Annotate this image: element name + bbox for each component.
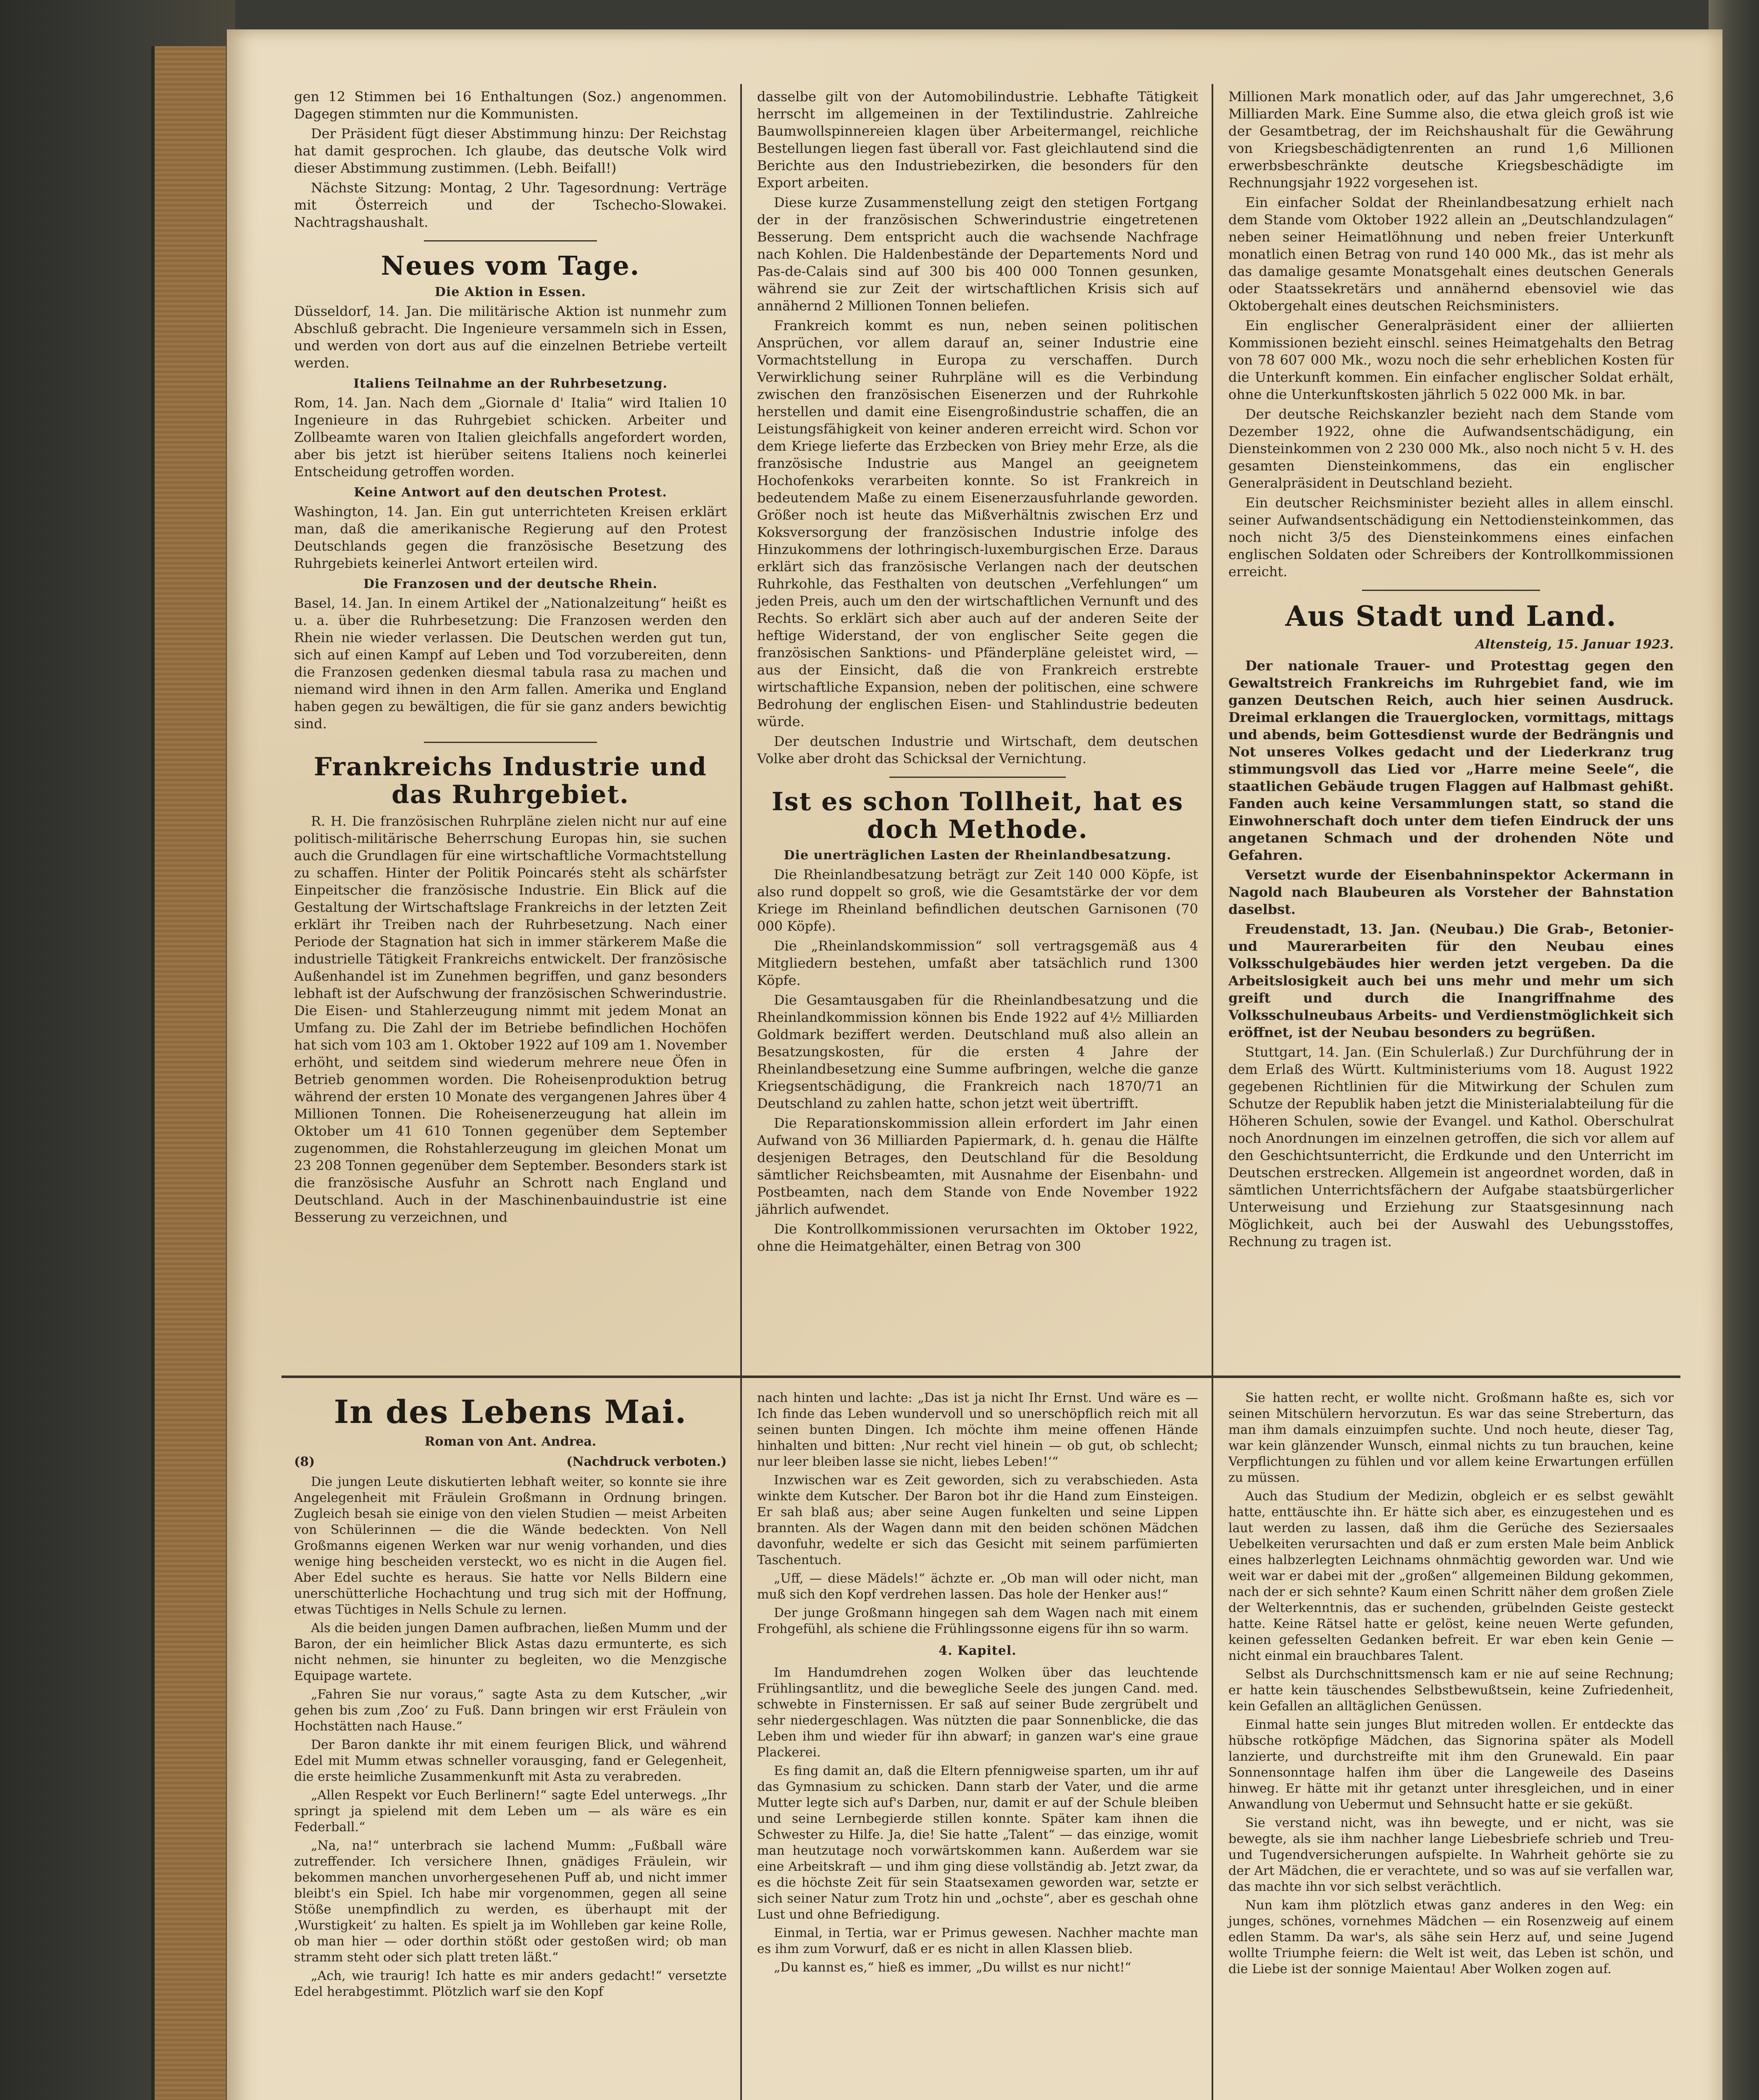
serial-paragraph: Im Handumdrehen zogen Wolken über das leuchtende Frühlingsantlitz, und die bewegliche Seele des jungen Cand. med. schwebte in Finsternissen. Er saß auf seiner Bude zergrübelt und sehr niedergeschlagen. Was nützten die paar Sonnenblicke, die das Leben ihm und wieder für ihn abwarf; in ganzen war's eine graue Plackerei. (757, 1665, 1198, 1760)
serial-paragraph: „Allen Respekt vor Euch Berlinern!“ sagte Edel unterwegs. „Ihr springt ja spielend mit dem Leben um — als wäre es ein Federball.“ (294, 1788, 727, 1835)
column-divider (1212, 1390, 1213, 2100)
article-paragraph: Millionen Mark monatlich oder, auf das Jahr umgerechnet, 3,6 Milliarden Mark. Eine Summe also, die etwa gleich groß ist wie der Gesamtbetrag, der im Reichshaushalt für die Gewährung von Kriegsbeschädigtenrenten an rund 1,6 Millionen erwerbsbeschränkte deutsche Kriegsbeschädigte im Rechnungsjahr 1922 vorgesehen ist. (1228, 89, 1674, 191)
serial-paragraph: Selbst als Durchschnittsmensch kam er nie auf seine Rechnung; er hatte kein täuschendes Selbstbewußtsein, keine Zufriedenheit, kein Gefallen an alltäglichen Genüssen. (1228, 1667, 1674, 1714)
newspaper-page (227, 29, 1722, 2100)
article-subtitle: Die unerträglichen Lasten der Rheinlandbesatzung. (784, 848, 1172, 863)
serial-paragraph: Auch das Studium der Medizin, obgleich er es selbst gewählt hatte, enttäuschte ihn. Er hätte sich aber, es einzugestehen und es laut werden zu lassen, daß ihm die Gerüche des Seziersaales Uebelkeiten verursachten und daß er zum ersten Male beim Anblick eines halbzerlegten Leichnams ohnmächtig geworden war. Und wie weit war er dabei mit der „großen“ allgemeinen Bildung gekommen, nach der er sich sehnte? Kaum einen Schritt näher dem großen Ziele der Welterkenntnis, das er suchenden, grübelnden Geiste gesteckt hatte. Keine Rätsel hatte er gelöst, keine neuen Werte gefunden, keinen gefesselten Gedanken befreit. Er war eben kein Genie — nicht einmal ein brauchbares Talent. (1228, 1489, 1674, 1663)
divider (1362, 590, 1540, 591)
serial-paragraph: „Uff, — diese Mädels!“ ächzte er. „Ob man will oder nicht, man muß sich den Kopf verdrehen lassen. Das hole der Henker aus!“ (757, 1571, 1198, 1602)
news-heading: Italiens Teilnahme an der Ruhrbesetzung. (353, 376, 668, 391)
serial-paragraph: Sie hatten recht, er wollte nicht. Großmann haßte es, sich vor seinen Mitschülern hervorzutun. Es war das seine Streberturn, das man ihm damals einzuimpfen suchte. Und noch heute, dieser Tag, war kein glänzender Wunsch, einmal nichts zu tun brauchen, keine Verpflichtungen zu fühlen und vor allem keine Erwartungen erfüllen zu müssen. (1228, 1391, 1674, 1485)
article-paragraph: Frankreich kommt es nun, neben seinen politischen Ansprüchen, vor allem darauf an, seiner Industrie eine Vormachtstellung in Europa zu verschaffen. Durch Verwirklichung seiner Ruhrpläne will es die Verbindung zwischen den französischen Eisenerzen und der Ruhrkohle herstellen und damit eine Eisengroßindustrie schaffen, die an Leistungsfähigkeit von keiner anderen erreicht wird. Schon vor dem Kriege lieferte das Erzbecken von Briey mehr Erze, als die französische Industrie aus Mangel an geeignetem Hochofenkoks verarbeiten konnte. So ist Frankreich in bedeutendem Maße zu einem Eisenerzausfuhrlande geworden. Größer noch ist heute das Mißverhältnis zwischen Erz und Koksversorgung der französischen Industrie infolge des Hinzukommens der lothringisch-luxemburgischen Erze. Daraus erklärt sich das französische Verlangen nach der deutschen Ruhrkohle, das Festhalten von deutschen „Verfehlungen“ um jeden Preis, auch um den der wirtschaftlichen Vernunft und des Rechts. So erklärt sich aber auch auf der anderen Seite der heftige Widerstand, der von englischer Seite gegen die französischen Sanktions- und Pfänderpläne geleistet wird, — aus der Einsicht, daß die von Frankreich erstrebte wirtschaftliche Expansion, neben der politischen, eine schwere Bedrohung der englischen Eisen- und Stahlindustrie bedeuten würde. (757, 318, 1198, 730)
article-paragraph: Ein englischer Generalpräsident einer der alliierten Kommissionen bezieht einschl. seines Heimatgehalts den Betrag von 78 607 000 Mk., wozu noch die sehr erheblichen Kosten für die Unterkunft kommen. Ein einfacher englischer Soldat erhält, ohne die Unterkunftskosten jährlich 5 022 000 Mk. in bar. (1228, 318, 1674, 402)
serial-reprint-note: (Nachdruck verboten.) (566, 1454, 727, 1469)
binding-cloth-strip (151, 46, 226, 2100)
serial-paragraph: „Na, na!“ unterbrach sie lachend Mumm: „Fußball wäre zutreffender. Ich versichere Ihnen, gnädiges Fräulein, wir bekommen manchen unvorhergesehenen Puff ab, und nicht immer bleibt's ein Spiel. Ich habe mir vorgenommen, gegen all seine Stöße unempfindlich zu werden, es überhaupt mit der ‚Wurstigkeit‘ zu halten. Es spielt ja im Wohlleben gar keine Rolle, ob man hier — oder dorthin stößt oder gestoßen wird; ob man stramm steht oder sich platt treten läßt.“ (294, 1838, 727, 1965)
local-paragraph: Freudenstadt, 13. Jan. (Neubau.) Die Grab-, Betonier- und Maurerarbeiten für den Neubau eines Volksschulgebäudes hier werden jetzt vergeben. Da die Arbeitslosigkeit auch bei uns mehr und mehr um sich greift und durch die Inangriffnahme des Volksschulneubaus Arbeits- und Verdienstmöglichkeit sich eröffnet, ist der Neubau besonders zu begrüßen. (1228, 921, 1674, 1040)
article-paragraph: Die Rheinlandbesatzung beträgt zur Zeit 140 000 Köpfe, ist also rund doppelt so groß, wie die Gesamtstärke der vor dem Kriege im Rheinland befindlichen deutschen Garnisonen (70 000 Köpfe). (757, 866, 1198, 934)
article-paragraph: Die „Rheinlandskommission“ soll vertragsgemäß aus 4 Mitgliedern bestehen, umfaßt aber tatsächlich rund 1300 Köpfe. (757, 938, 1198, 988)
section-title-local: Aus Stadt und Land. (1285, 600, 1617, 633)
article-paragraph: Der deutschen Industrie und Wirtschaft, dem deutschen Volke aber droht das Schicksal der Vernichtung. (757, 733, 1198, 766)
article-paragraph: Diese kurze Zusammenstellung zeigt den stetigen Fortgang der in der französischen Schwerindustrie eingetretenen Besserung. Dem entspricht auch die wachsende Nachfrage nach Kohlen. Die Haldenbestände der Departements Nord und Pas-de-Calais sind auf 300 bis 400 000 Tonnen gesunken, während sie zur Zeit der wirtschaftlichen Krisis sich auf annähernd 2 Millionen Tonnen beliefen. (757, 194, 1198, 314)
article-title-industry: Frankreichs Industrie und das Ruhrgebiet. (313, 752, 707, 810)
local-paragraph: Stuttgart, 14. Jan. (Ein Schulerlaß.) Zur Durchführung der in dem Erlaß des Württ. Kultministeriums vom 18. August 1922 gegebenen Richtlinien für die Mitwirkung der Schulen zum Schutze der Republik haben jetzt die Ministerialabteilung für die Höheren Schulen, sowie der Evangel. und Kathol. Oberschulrat noch Anordnungen im einzelnen getroffen, die sich vor allem auf den Geschichtsunterricht, die Erdkunde und den Unterricht im Deutschen erstrecken. Allgemein ist angeordnet worden, daß in sämtlichen Unterrichtsfächern der Aufgabe staatsbürgerlicher Unterweisung und Erziehung zur Staatsgesinnung nach Möglichkeit, auch bei der Auswahl des Uebungsstoffes, Rechnung zu tragen ist. (1228, 1044, 1674, 1250)
news-text: Basel, 14. Jan. In einem Artikel der „Nationalzeitung“ heißt es u. a. über die Ruhrbesetzung: Die Franzosen werden den Rhein nie wieder verlassen. Die Deutschen werden gut tun, sich auf einen Kampf auf Leben und Tod vorzubereiten, denn die Franzosen gedenken diesmal tabula rasa zu machen und niemand wird ihnen in den Arm fallen. Amerika und England haben gegen zu bewältigen, die für sie ganz anders bewichtig sind. (294, 595, 727, 732)
news-heading: Die Franzosen und der deutsche Rhein. (363, 577, 658, 592)
divider (424, 742, 597, 743)
column-divider (740, 84, 742, 1407)
column-2 (757, 88, 1198, 1257)
serial-paragraph: „Du kannst es,“ hieß es immer, „Du willst es nur nicht!“ (774, 1960, 1131, 1975)
serial-paragraph: Sie verstand nicht, was ihn bewegte, und er nicht, was sie bewegte, als sie ihm nachher lange Liebesbriefe schrieb und Treu- und Tugendversicherungen aufspielte. In Wahrheit gehörte sie zu der Art Mädchen, die er verachtete, und so was auf sie verfallen war, das machte ihn vor sich selbst verächtlich. (1228, 1816, 1674, 1894)
serial-paragraph: „Fahren Sie nur voraus,“ sagte Asta zu dem Kutscher, „wir gehen bis zum ‚Zoo‘ zu Fuß. Dann bringen wir erst Fräulein von Hochstätten nach Hause.“ (294, 1687, 727, 1734)
article-paragraph: Ein einfacher Soldat der Rheinlandbesatzung erhielt nach dem Stande vom Oktober 1922 allein an „Deutschlandzulagen“ neben seiner Heimatlöhnung und neben freier Unterkunft monatlich einen Betrag von rund 140 000 Mk., das ist mehr als das damalige gesamte Monatsgehalt eines deutschen Generals oder Staatssekretärs und annähernd ebensoviel wie das Oktobergehalt eines deutschen Reichsministers. (1228, 194, 1674, 314)
intro-paragraph: gen 12 Stimmen bei 16 Enthaltungen (Soz.) angenommen. Dagegen stimmten nur die Kommunisten. (294, 89, 727, 122)
column-1 (294, 88, 727, 1228)
dateline: Altensteig, 15. Januar 1923. (1475, 637, 1674, 652)
column-divider (1212, 84, 1213, 1407)
chapter-heading: 4. Kapitel. (939, 1643, 1017, 1658)
article-paragraph: Der deutsche Reichskanzler bezieht nach dem Stande vom Dezember 1922, ohne die Aufwandsentschädigung, ein Diensteinkommen von 2 230 000 Mk., also noch nicht 5 v. H. des gesamten Diensteinkommens, das ein englischer Generalpräsident in Deutschland bezieht. (1228, 406, 1674, 491)
serial-byline: Roman von Ant. Andrea. (424, 1434, 597, 1449)
serial-paragraph: Es fing damit an, daß die Eltern pfennigweise sparten, um ihr auf das Gymnasium zu schicken. Dann starb der Vater, und die arme Mutter legte sich auf's Darben, nur, damit er auf der Schule bleiben und seine Lernbegierde stillen konnte. Später kam ihnen die Schwester zu Hilfe. Ja, die! Sie hatte „Talent“ — das einzige, womit man heutzutage noch vorwärtskommen kann. Außerdem war sie eine Arbeitskraft — und ihm ging diese vollständig ab. Jetzt zwar, da es die höchste Zeit für sein Staatsexamen geworden war, setzte er sich seiner Natur zum Trotz hin und „ochste“, aber es geschah ohne Lust und ohne Befriedigung. (757, 1764, 1198, 1922)
serial-title: In des Lebens Mai. (334, 1393, 687, 1431)
serial-paragraph: Als die beiden jungen Damen aufbrachen, ließen Mumm und der Baron, der ein heimlicher Blick Astas dazu ermunterte, es sich nicht nehmen, sie hinunter zu begleiten, wo die Menzgische Equipage wartete. (294, 1620, 727, 1683)
intro-paragraph: Der Präsident fügt dieser Abstimmung hinzu: Der Reichstag hat damit gesprochen. Ich glaube, das deutsche Volk wird dieser Abstimmung zustimmen. (Lebh. Beifall!) (294, 126, 727, 176)
section-title-news: Neues vom Tage. (381, 250, 640, 281)
column-divider (740, 1390, 742, 2100)
local-paragraph: Der nationale Trauer- und Protesttag gegen den Gewaltstreich Frankreichs im Ruhrgebiet fand, wie im ganzen Deutschen Reich, auch hier seinen Ausdruck. Dreimal erklangen die Trauerglocken, vormittags, mittags und abends, beim Gottesdienst wurde der Bedrängnis und Not unseres Volkes gedacht und der Liederkranz trug stimmungsvoll das Lied vor „Harre meine Seele“, die staatlichen Gebäude trugen Flaggen auf Halbmast gehißt. Fanden auch keine Versammlungen statt, so stand die Einwohnerschaft doch unter dem tiefen Eindruck der uns angetanen Schmach und der drohenden Nöte und Gefahren. (1228, 657, 1674, 863)
news-text: Düsseldorf, 14. Jan. Die militärische Aktion ist nunmehr zum Abschluß gebracht. Die Ingenieure versammeln sich in Essen, und werden von dort aus auf die einzelnen Betriebe verteilt werden. (294, 303, 727, 371)
serial-paragraph: Der junge Großmann hingegen sah dem Wagen nach mit einem Frohgefühl, als schiene die Frühlingssonne eigens für ihn so warm. (757, 1606, 1198, 1636)
serial-column-1 (294, 1390, 727, 2003)
serial-paragraph: „Ach, wie traurig! Ich hatte es mir anders gedacht!“ versetzte Edel herabgestimmt. Plötzlich warf sie den Kopf (294, 1968, 727, 1999)
intro-paragraph: Nächste Sitzung: Montag, 2 Uhr. Tagesordnung: Verträge mit Österreich und der Tschecho-Slowakei. Nachtragshaushalt. (294, 180, 727, 230)
serial-paragraph: Einmal, in Tertia, war er Primus gewesen. Nachher machte man es ihm zum Vorwurf, daß er es nicht in allen Klassen blieb. (757, 1926, 1198, 1956)
feuilleton-divider (281, 1376, 1680, 1378)
serial-paragraph: Inzwischen war es Zeit geworden, sich zu verabschieden. Asta winkte dem Kutscher. Der Baron bot ihr die Hand zum Einsteigen. Er sah blaß aus; aber seine Augen funkelten und seine Lippen brannten. Als der Wagen dann mit den beiden schönen Mädchen davonfuhr, wedelte er sich das Gesicht mit seinem parfümierten Taschentuch. (757, 1473, 1198, 1567)
news-text: Rom, 14. Jan. Nach dem „Giornale d' Italia“ wird Italien 10 Ingenieure in das Ruhrgebiet schicken. Arbeiter und Zollbeamte waren von Italien gleichfalls angefordert worden, aber bis jetzt ist hierüber seitens Italiens noch keinerlei Entscheidung getroffen worden. (294, 395, 727, 480)
article-paragraph: Die Reparationskommission allein erfordert im Jahr einen Aufwand von 36 Milliarden Papiermark, d. h. genau die Hälfte desjenigen Betrages, den Deutschland für die Besoldung sämtlicher Reichsbeamten, mit Ausnahme der Eisenbahn- und Postbeamten, nach dem Stande von Ende November 1922 jährlich aufwendet. (757, 1115, 1198, 1217)
divider (889, 777, 1066, 778)
serial-paragraph: Der Baron dankte ihr mit einem feurigen Blick, und während Edel mit Mumm etwas schneller vorausging, fand er Gelegenheit, die erste heimliche Zusammenkunft mit Asta zu verabreden. (294, 1737, 727, 1784)
column-3 (1228, 88, 1674, 1253)
article-paragraph: dasselbe gilt von der Automobilindustrie. Lebhafte Tätigkeit herrscht im allgemeinen in der Textilindustrie. Zahlreiche Baumwollspinnereien klagen über Arbeitermangel, reichliche Bestellungen liegen fast überall vor. Fast gleichlautend sind die Berichte aus den Industriebezirken, die besonders für den Export arbeiten. (757, 89, 1198, 191)
article-paragraph: Die Gesamtausgaben für die Rheinlandbesatzung und die Rheinlandkommission können bis Ende 1922 auf 4½ Milliarden Goldmark beziffert werden. Deutschland muß also allein an Besatzungskosten, für die ersten 4 Jahre der Rheinlandbesetzung eine Summe aufbringen, welche die ganze Kriegsentschädigung, die Frankreich nach 1870/71 an Deutschland zu zahlen hatte, schon jetzt weit übertrifft. (757, 992, 1198, 1111)
serial-paragraph: Einmal hatte sein junges Blut mitreden wollen. Er entdeckte das hübsche rotköpfige Mädchen, das Signorina später als Modell lanzierte, und durchstreifte mit ihm den Grunewald. Ein paar Sonnensonntage halfen ihm über die Langeweile des Daseins hinweg. Er hätte mit ihr getanzt unter ihresgleichen, und in einer Anwandlung von Uebermut und Sehnsucht hatte er sie geküßt. (1228, 1717, 1674, 1812)
article-paragraph: Ein deutscher Reichsminister bezieht alles in allem einschl. seiner Aufwandsentschädigung ein Nettodiensteinkommen, das noch nicht 3/5 des Diensteinkommens eines einfachen englischen Soldaten oder Schreibers der Kontrollkommissionen erreicht. (1228, 495, 1674, 580)
article-title-methode: Ist es schon Tollheit, hat es doch Methode. (771, 787, 1184, 844)
serial-paragraph: Nun kam ihm plötzlich etwas ganz anderes in den Weg: ein junges, schönes, vornehmes Mädchen — ein Rosenzweig auf einem edlen Stamm. Da war's, als sähe sein Herz auf, und seine Jugend wollte Triumphe feiern: die Welt ist weit, das Leben ist schön, und die Liebe ist der sonnige Maientau! Aber Wolken zogen auf. (1228, 1898, 1674, 1977)
serial-column-3 (1228, 1390, 1674, 1980)
news-heading: Keine Antwort auf den deutschen Protest. (354, 485, 667, 500)
local-paragraph: Versetzt wurde der Eisenbahninspektor Ackermann in Nagold nach Blaubeuren als Vorsteher der Bahnstation daselbst. (1228, 866, 1674, 917)
article-paragraph: R. H. Die französischen Ruhrpläne zielen nicht nur auf eine politisch-militärische Beherrschung Europas hin, sie suchen auch die Grundlagen für eine wirtschaftliche Vormachtstellung zu schaffen. Hinter der Politik Poincarés steht als schärfster Einpeitscher die französische Industrie. Ein Blick auf die Gestaltung der Wirtschaftslage Frankreichs in der letzten Zeit erklärt ihr Treiben nach der Ruhrbesetzung. Nach einer Periode der Stagnation hat sich in immer stärkerem Maße die industrielle Tätigkeit Frankreichs entwickelt. Der französische Außenhandel ist im Zunehmen begriffen, und ganz besonders lebhaft ist der Aufschwung der französischen Schwerindustrie. Die Eisen- und Stahlerzeugung nimmt mit jedem Monat an Umfang zu. Die Zahl der im Betriebe befindlichen Hochöfen hat sich vom 103 am 1. Oktober 1922 auf 109 am 1. November erhöht, und seitdem sind wiederum mehrere neue Öfen in Betrieb genommen worden. Die Roheisenproduktion betrug während der ersten 10 Monate des vergangenen Jahres über 4 Millionen Tonnen. Die Roheisenerzeugung hat allein im Oktober um 41 610 Tonnen gegenüber dem September zugenommen, die Rohstahlerzeugung im gleichen Monat um 23 208 Tonnen gegenüber dem September. Besonders stark ist die französische Ausfuhr an Schrott nach England und Deutschland. Auch in der Maschinenbauindustrie ist eine Besserung zu verzeichnen, und (294, 813, 727, 1226)
serial-meta-row (294, 1454, 727, 1470)
serial-paragraph: nach hinten und lachte: „Das ist ja nicht Ihr Ernst. Und wäre es — Ich finde das Leben wundervoll und so unerschöpflich reich mit all seinen bunten Dingen. Ich möchte ihm meine offenen Hände hinhalten und bitten: ‚Nur recht viel hinein — ob gut, ob schlecht; nur leer bleiben lasse sie nicht, liebes Leben!‘“ (757, 1391, 1198, 1469)
serial-paragraph: Die jungen Leute diskutierten lebhaft weiter, so konnte sie ihre Angelegenheit mit Fräulein Großmann in Ordnung bringen. Zugleich besah sie einige von den vielen Studien — meist Arbeiten von Schülerinnen — die die Wände bedeckten. Von Nell Großmanns eigenen Werken war nur wenig vorhanden, und dies wenige hing bescheiden versteckt, wo es nicht in die Augen fiel. Aber Edel suchte es heraus. Sie hatte vor Nells Bildern eine unerschütterliche Hochachtung und trug sich mit der Hoffnung, etwas Tüchtiges in Nells Schule zu lernen. (294, 1474, 727, 1617)
news-heading: Die Aktion in Essen. (434, 285, 586, 300)
divider (424, 240, 597, 242)
serial-column-2 (757, 1390, 1198, 1978)
news-text: Washington, 14. Jan. Ein gut unterrichteten Kreisen erklärt man, daß die amerikanische Regierung auf den Protest Deutschlands gegen die französische Besetzung des Ruhrgebiets keinerlei Antwort erteilen wird. (294, 504, 727, 572)
serial-installment: (8) (294, 1454, 315, 1469)
article-paragraph: Die Kontrollkommissionen verursachten im Oktober 1922, ohne die Heimatgehälter, einen Betrag von 300 (757, 1221, 1198, 1254)
